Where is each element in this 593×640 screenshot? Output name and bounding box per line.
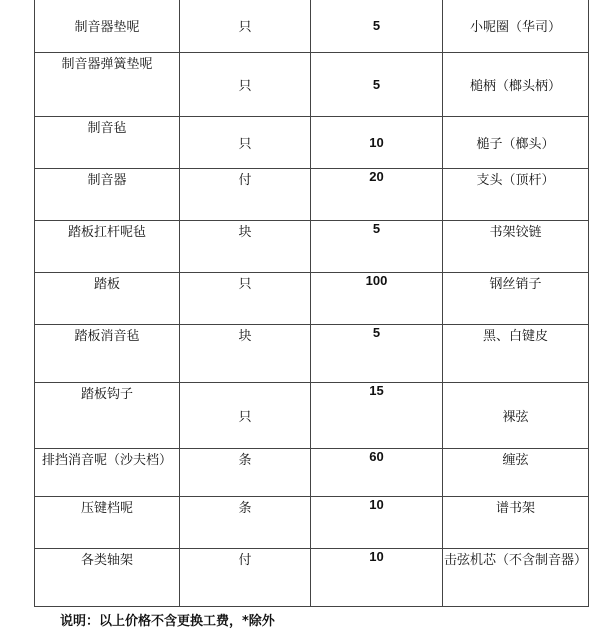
part-name: 缠弦 — [443, 449, 589, 497]
item-name: 踏板 — [35, 273, 180, 325]
item-name: 排挡消音呢（沙夫档） — [35, 449, 180, 497]
item-unit: 块 — [180, 221, 311, 273]
item-name: 制音器 — [35, 169, 180, 221]
table-row — [35, 53, 589, 117]
part-name: 黑、白键皮 — [443, 325, 589, 383]
item-unit: 条 — [180, 449, 311, 497]
table-row — [35, 0, 589, 53]
item-name: 压键档呢 — [35, 497, 180, 549]
table-row — [35, 117, 589, 169]
item-name: 踏板钩子 — [35, 383, 180, 449]
item-name: 制音器弹簧垫呢 — [35, 53, 180, 117]
item-qty: 60 — [311, 449, 443, 497]
item-qty: 10 — [311, 497, 443, 549]
item-unit: 只 — [180, 117, 311, 169]
item-qty: 15 — [311, 383, 443, 449]
item-qty: 10 — [311, 117, 443, 169]
table-row — [35, 273, 589, 325]
table-row — [35, 169, 589, 221]
item-unit: 条 — [180, 497, 311, 549]
item-unit: 只 — [180, 53, 311, 117]
item-unit: 付 — [180, 549, 311, 607]
footnote: 说明：以上价格不含更换工费，*除外 — [60, 614, 275, 629]
item-unit: 只 — [180, 0, 311, 53]
price-table — [34, 0, 589, 607]
item-unit: 只 — [180, 383, 311, 449]
item-qty: 5 — [311, 325, 443, 383]
part-name: 书架铰链 — [443, 221, 589, 273]
item-qty: 5 — [311, 221, 443, 273]
item-unit: 付 — [180, 169, 311, 221]
table-row — [35, 221, 589, 273]
part-name: 裸弦 — [443, 383, 589, 449]
part-name: 击弦机芯（不含制音器） — [443, 549, 589, 607]
part-name: 支头（顶杆） — [443, 169, 589, 221]
table-row — [35, 497, 589, 549]
item-qty: 10 — [311, 549, 443, 607]
part-name: 钢丝销子 — [443, 273, 589, 325]
item-unit: 块 — [180, 325, 311, 383]
part-name: 槌子（榔头） — [443, 117, 589, 169]
part-name: 谱书架 — [443, 497, 589, 549]
item-name: 踏板消音毡 — [35, 325, 180, 383]
item-name: 踏板扛杆呢毡 — [35, 221, 180, 273]
item-name: 制音毡 — [35, 117, 180, 169]
item-qty: 5 — [311, 0, 443, 53]
table-row — [35, 549, 589, 607]
item-qty: 100 — [311, 273, 443, 325]
item-name: 制音器垫呢 — [35, 0, 180, 53]
item-name: 各类轴架 — [35, 549, 180, 607]
table-row — [35, 325, 589, 383]
item-unit: 只 — [180, 273, 311, 325]
item-qty: 5 — [311, 53, 443, 117]
part-name: 小呢圈（华司） — [443, 0, 589, 53]
item-qty: 20 — [311, 169, 443, 221]
part-name: 槌柄（榔头柄） — [443, 53, 589, 117]
table-row — [35, 449, 589, 497]
table-row — [35, 383, 589, 449]
